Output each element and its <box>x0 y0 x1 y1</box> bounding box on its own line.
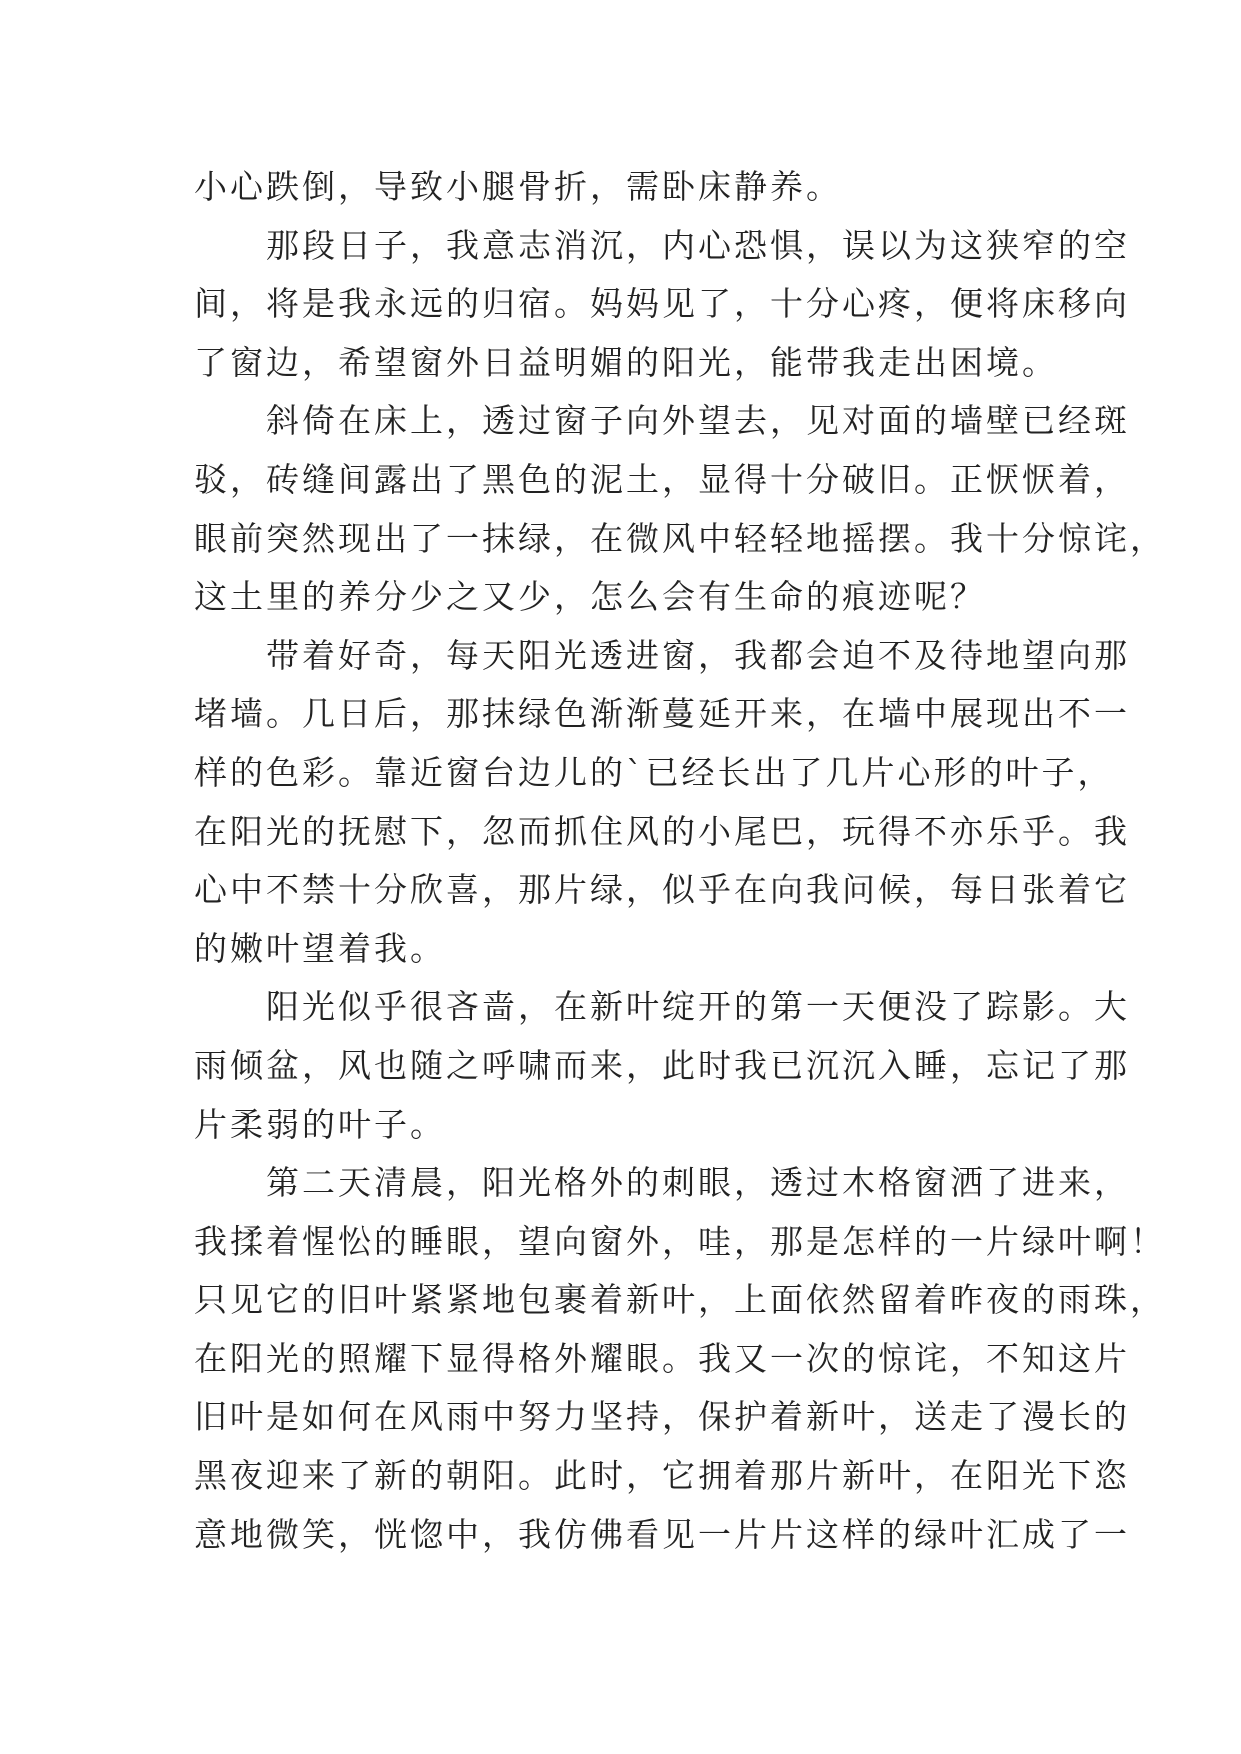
text-line: 的嫩叶望着我。 <box>194 928 446 968</box>
text-line: 我揉着惺忪的睡眼，望向窗外，哇，那是怎样的一片绿叶啊！ <box>194 1221 1166 1261</box>
text-line: 黑夜迎来了新的朝阳。此时，它拥着那片新叶，在阳光下恣 <box>194 1456 1130 1496</box>
text-line: 第二天清晨，阳光格外的刺眼，透过木格窗洒了进来， <box>194 1163 1130 1203</box>
text-line: 眼前突然现出了一抹绿，在微风中轻轻地摇摆。我十分惊诧， <box>194 518 1166 558</box>
text-line: 在阳光的照耀下显得格外耀眼。我又一次的惊诧，不知这片 <box>194 1338 1130 1378</box>
text-line: 堵墙。几日后，那抹绿色渐渐蔓延开来，在墙中展现出不一 <box>194 694 1130 734</box>
text-line: 在阳光的抚慰下，忽而抓住风的小尾巴，玩得不亦乐乎。我 <box>194 811 1130 851</box>
essay-body <box>194 158 1166 1564</box>
text-line: 带着好奇，每天阳光透进窗，我都会迫不及待地望向那 <box>194 635 1130 675</box>
text-line: 驳，砖缝间露出了黑色的泥土，显得十分破旧。正恹恹着， <box>194 459 1130 499</box>
text-line: 片柔弱的叶子。 <box>194 1104 446 1144</box>
text-line: 阳光似乎很吝啬，在新叶绽开的第一天便没了踪影。大 <box>194 987 1130 1027</box>
text-line: 样的色彩。靠近窗台边儿的`已经长出了几片心形的叶子， <box>194 752 1114 792</box>
text-line: 斜倚在床上，透过窗子向外望去，见对面的墙壁已经斑 <box>194 401 1130 441</box>
text-line: 心中不禁十分欣喜，那片绿，似乎在向我问候，每日张着它 <box>194 870 1130 910</box>
text-line: 那段日子，我意志消沉，内心恐惧，误以为这狭窄的空 <box>194 225 1130 265</box>
text-line: 只见它的旧叶紧紧地包裹着新叶，上面依然留着昨夜的雨珠， <box>194 1280 1166 1320</box>
text-line: 这土里的养分少之又少，怎么会有生命的痕迹呢？ <box>194 577 986 617</box>
text-line: 雨倾盆，风也随之呼啸而来，此时我已沉沉入睡，忘记了那 <box>194 1045 1130 1085</box>
text-line: 旧叶是如何在风雨中努力坚持，保护着新叶，送走了漫长的 <box>194 1397 1130 1437</box>
text-line: 意地微笑，恍惚中，我仿佛看见一片片这样的绿叶汇成了一 <box>194 1514 1130 1554</box>
text-line: 了窗边，希望窗外日益明媚的阳光，能带我走出困境。 <box>194 342 1058 382</box>
text-line: 小心跌倒，导致小腿骨折，需卧床静养。 <box>194 167 842 206</box>
text-line: 间，将是我永远的归宿。妈妈见了，十分心疼，便将床移向 <box>194 284 1130 324</box>
